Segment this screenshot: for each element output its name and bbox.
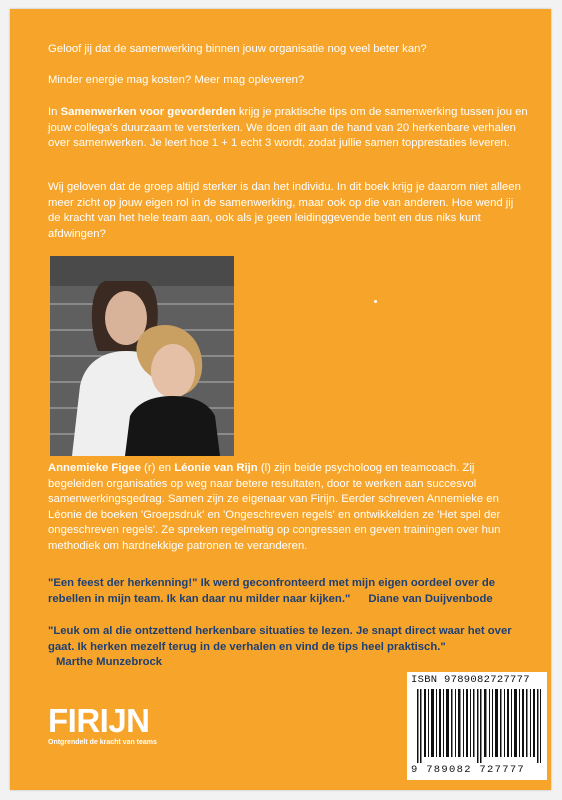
group-paragraph: Wij geloven dat de groep altijd sterker is dan het individu. In dit boek krijg je daarom niet alleen meer zicht op jouw eigen rol in de samenwerking, maar ook op die van anderen. Hoe wend jij de kracht van het hele team aan, ook als je geen leidinggevende bent en dus niks kunt afdwingen? [48, 181, 521, 240]
authors-photo [50, 256, 234, 456]
publisher-logo [48, 704, 157, 747]
review-quote-2 [48, 624, 528, 671]
isbn-barcode [407, 672, 547, 780]
bio-connector: (r) en [140, 462, 175, 474]
publisher-tagline: Ontgrendelt de kracht van teams [48, 739, 157, 746]
publisher-name: FIRIJN [48, 702, 150, 739]
author-name-1: Annemieke Figee [48, 462, 141, 474]
intro-paragraph [48, 105, 528, 152]
quote-2-author: Marthe Munzebrock [56, 656, 163, 668]
quote-2-text: "Leuk om al die ontzettend herkenbare situaties te lezen. Je snapt direct waar het over gaat. Ik herken mezelf terug in de verhalen en vind de tips heel praktisch." [48, 625, 512, 653]
authors-photo-illustration [50, 256, 234, 456]
bio-text: (l) zijn beide psycholoog en teamcoach. Zij begeleiden organisaties op weg naar betere resultaten, door te werken aan succesvol samenwerkingsgedrag. Samen zijn ze eigenaar van Firijn. Eerder schreven Annemieke en Léonie de boeken 'Groepsdruk' en 'Ongeschreven regels' en ontwikkelden ze 'Het spel der ongeschreven regels'. Ze spreken regelmatig op congressen en geven trainingen over hun methodiek om hardnekkige patronen te veranderen. [48, 462, 501, 552]
authors-bio [48, 461, 528, 554]
isbn-label: ISBN 9789082727777 [411, 674, 530, 686]
barcode-bars [417, 689, 541, 763]
review-quote-1 [48, 576, 528, 607]
quote-1-author: Diane van Duijvenbode [368, 592, 493, 605]
intro-paragraph-body: krijg je praktische tips om de samenwerking tussen jou en jouw collega's duurzaam te versterken. We doen dit aan de hand van 20 herkenbare verhalen over samenwerken. Je leert hoe 1 + 1 echt 3 wordt, zodat jullie samen topprestaties leveren. [48, 106, 528, 149]
author-name-2: Léonie van Rijn [174, 462, 258, 474]
barcode-digits: 9 789082 727777 [411, 764, 526, 776]
white-dot-mark [374, 300, 377, 303]
intro-line-2: Minder energie mag kosten? Meer mag opleveren? [48, 74, 305, 86]
quote-1-text: "Een feest der herkenning!" Ik werd geconfronteerd met mijn eigen oordeel over de rebellen in mijn team. Ik kan daar nu milder naar kijken." [48, 577, 495, 605]
intro-paragraph-lead: In [48, 106, 61, 118]
intro-line-1: Geloof jij dat de samenwerking binnen jouw organisatie nog veel beter kan? [48, 43, 427, 55]
book-title: Samenwerken voor gevorderden [60, 106, 236, 118]
